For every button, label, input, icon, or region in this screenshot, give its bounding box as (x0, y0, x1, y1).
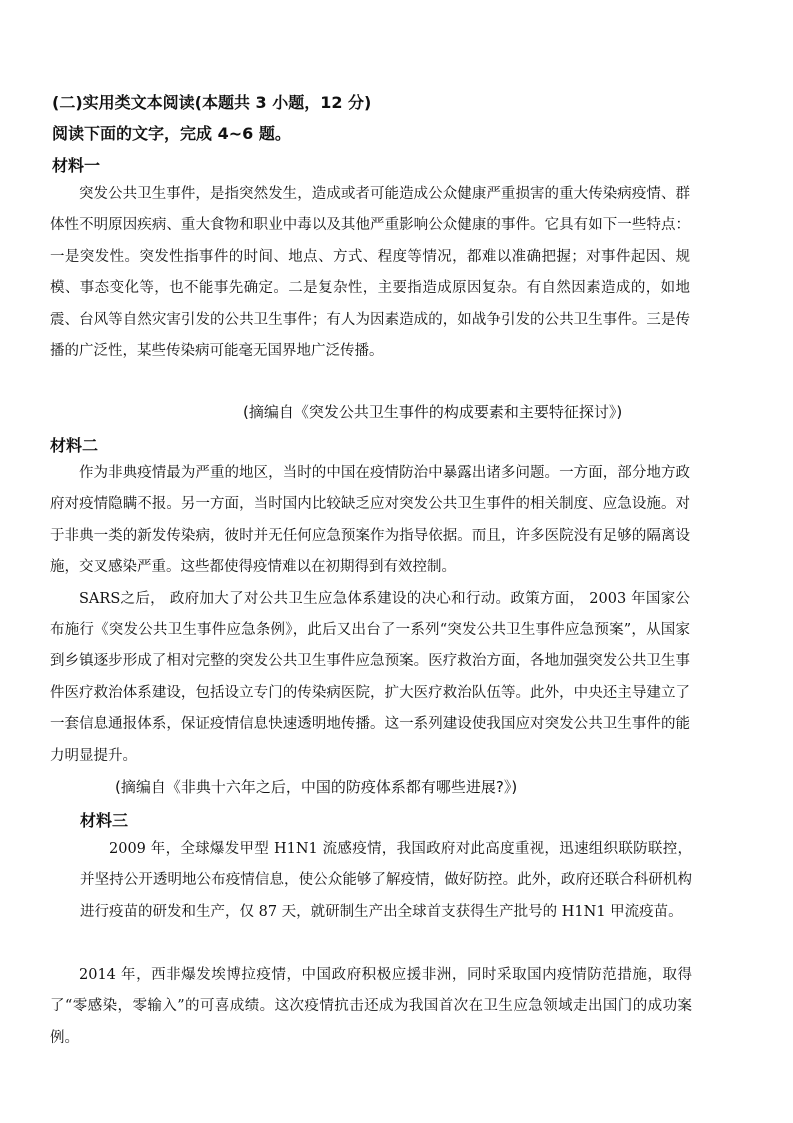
material3-paragraph: 2009 年，全球爆发甲型 H1N1 流感疫情，我国政府对此高度重视，迅速组织联防联控，并坚持公开透明地公布疫情信息，使公众能够了解疫情，做好防控。此外，政府还联合科研机构进行疫苗的研发和生产，仅 87 天，就研制生产出全球首支获得生产批号的 H1N1 甲流疫苗。 (80, 841, 692, 920)
material3-paragraph: 2014 年，西非爆发埃博拉疫情，中国政府积极应援非洲，同时采取国内疫情防范措施，取得了“零感染，零输入”的可喜成绩。这次疫情抗击还成为我国首次在卫生应急领域走出国门的成功案例。 (50, 967, 692, 1046)
section-title: (二)实用类文本阅读(本题共 3 小题，12 分) (52, 93, 372, 112)
material2-paragraph: 作为非典疫情最为严重的地区，当时的中国在疫情防治中暴露出诸多问题。一方面，部分地方政府对疫情隐瞒不报。另一方面，当时国内比较缺乏应对突发公共卫生事件的相关制度、应急设施。对于非典一类的新发传染病，彼时并无任何应急预案作为指导依据。而且，许多医院没有足够的隔离设施，交叉感染严重。这些都使得疫情难以在初期得到有效控制。 (50, 465, 690, 576)
material3-body-continued (50, 960, 692, 1054)
material1-paragraph: 突发公共卫生事件，是指突然发生，造成或者可能造成公众健康严重损害的重大传染病疫情、群体性不明原因疾病、重大食物和职业中毒以及其他严重影响公众健康的事件。它具有如下一些特点：一是突发性。突发性指事件的时间、地点、方式、程度等情况，都难以准确把握；对事件起因、规模、事态变化等，也不能事先确定。二是复杂性，主要指造成原因复杂。有自然因素造成的，如地震、台风等自然灾害引发的公共卫生事件；有人为因素造成的，如战争引发的公共卫生事件。三是传播的广泛性，某些传染病可能毫无国界地广泛传播。 (50, 186, 690, 360)
material1-source: (摘编自《突发公共卫生事件的构成要素和主要特征探讨》) (243, 403, 623, 421)
material2-source: (摘编自《非典十六年之后，中国的防疫体系都有哪些进展?》) (115, 778, 518, 796)
material2-body (50, 458, 690, 772)
section-instruction: 阅读下面的文字，完成 4~6 题。 (52, 124, 291, 143)
material1-body (50, 179, 690, 367)
material2-label: 材料二 (50, 436, 99, 455)
material1-label: 材料一 (52, 156, 101, 175)
material2-paragraph: SARS之后， 政府加大了对公共卫生应急体系建设的决心和行动。政策方面， 2003 年国家公布施行《突发公共卫生事件应急条例》，此后又出台了一系列“突发公共卫生事件应急预案”，从国家到乡镇逐步形成了相对完整的突发公共卫生事件应急预案。医疗救治方面，各地加强突发公共卫生事件医疗救治体系建设，包括设立专门的传染病医院，扩大医疗救治队伍等。此外，中央还主导建立了一套信息通报体系，保证疫情信息快速透明地传播。这一系列建设使我国应对突发公共卫生事件的能力明显提升。 (50, 590, 690, 764)
material3-body (80, 834, 692, 928)
material3-label: 材料三 (80, 811, 129, 830)
